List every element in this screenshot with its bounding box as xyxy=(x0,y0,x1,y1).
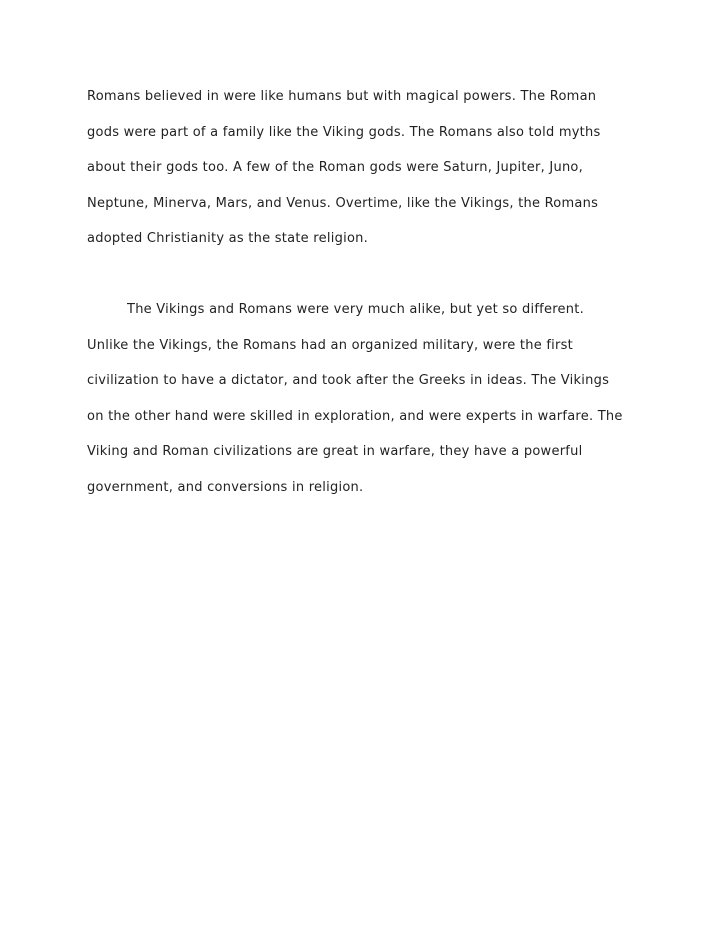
paragraph-line: government, and conversions in religion. xyxy=(87,479,364,495)
paragraph-line: adopted Christianity as the state religion. xyxy=(87,231,369,246)
paragraph-line: civilization to have a dictator, and took after the Greeks in ideas. The Vikings xyxy=(87,373,610,388)
paragraph-spacer xyxy=(87,265,647,301)
paragraph-line: gods were part of a family like the Viking gods. The Romans also told myths xyxy=(87,124,601,140)
paragraph-first-line: The Vikings and Romans were very much alike, but yet so different. xyxy=(127,302,584,317)
paragraph-line: Unlike the Vikings, the Romans had an organized military, were the first xyxy=(87,337,573,353)
paragraph-line: Viking and Roman civilizations are great in warfare, they have a powerful xyxy=(87,444,583,459)
paragraph-line: about their gods too. A few of the Roman gods were Saturn, Jupiter, Juno, xyxy=(87,160,584,175)
paragraph-line: Romans believed in were like humans but with magical powers. The Roman xyxy=(87,89,597,104)
paragraph-line: Neptune, Minerva, Mars, and Venus. Overtime, like the Vikings, the Romans xyxy=(87,195,599,211)
paragraph-2 xyxy=(87,300,647,513)
paragraph-line: on the other hand were skilled in exploration, and were experts in warfare. The xyxy=(87,408,623,424)
paragraph-1 xyxy=(87,87,647,265)
document-body xyxy=(87,87,647,513)
